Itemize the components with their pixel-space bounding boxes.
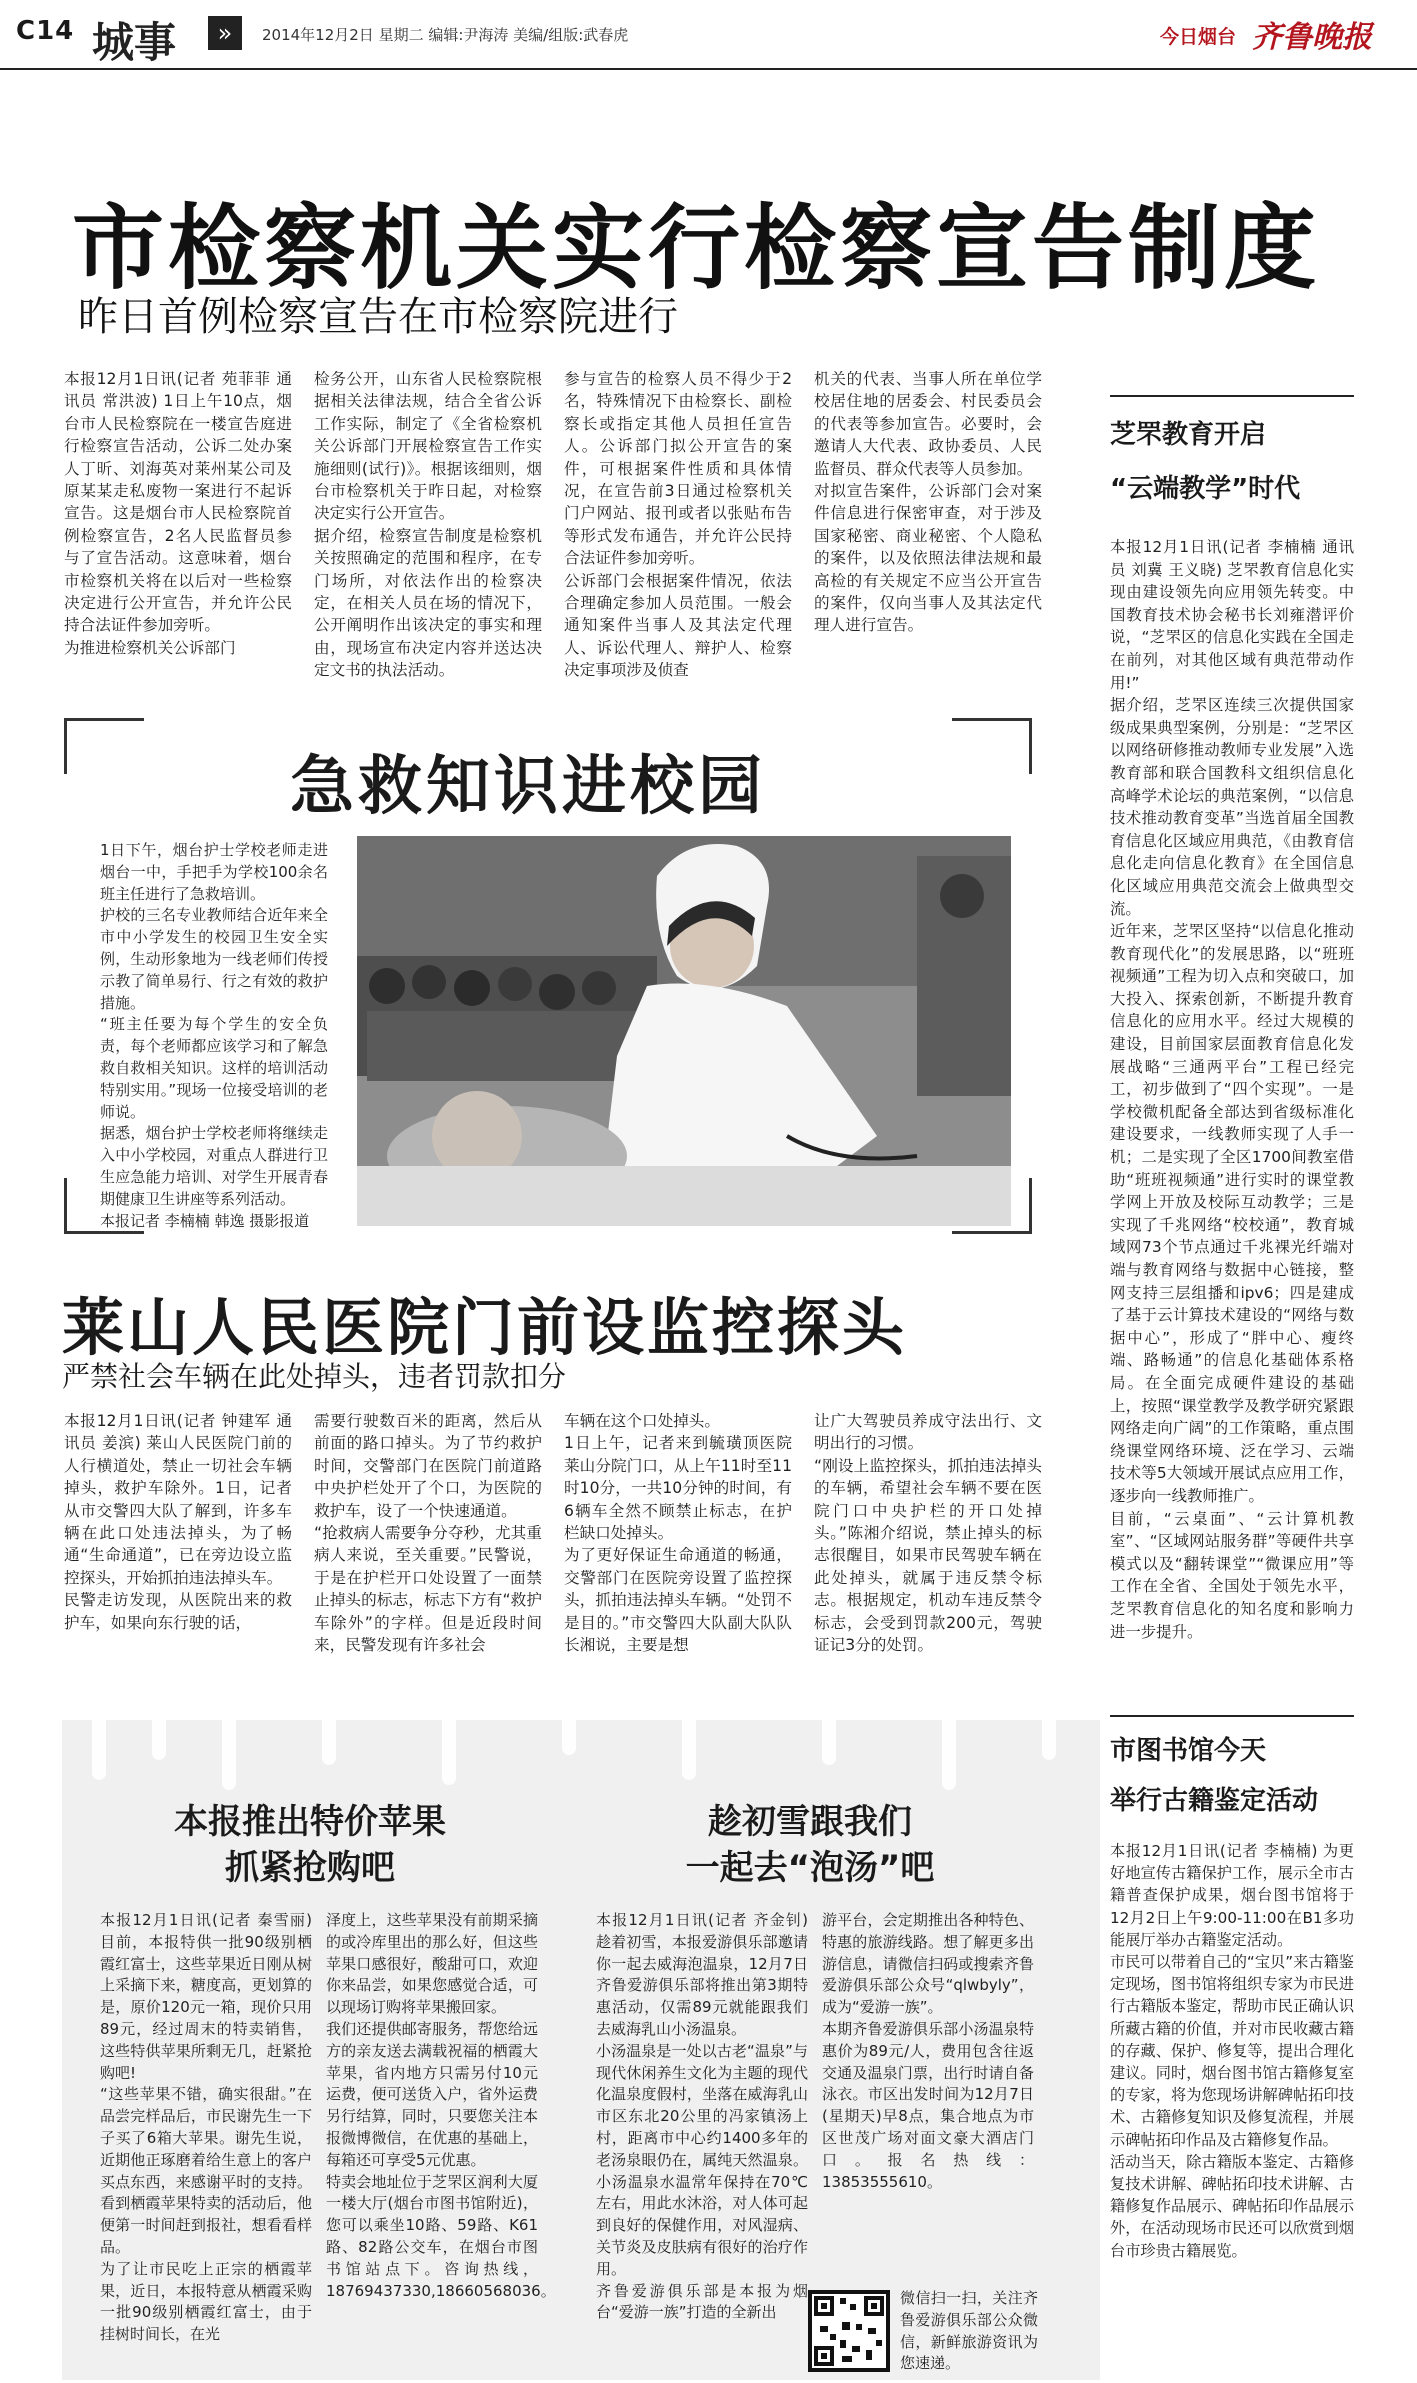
lead-headline: 市检察机关实行检察宣告制度: [72, 195, 1321, 302]
first-aid-body: 1日下午，烟台护士学校老师走进烟台一中，手把手为学校100余名班主任进行了急救培训。 护校的三名专业教师结合近年来全市中小学发生的校园卫生安全实例，生动形象地为一线老师们传授示教了简单易行、行之有效的救护措施。 “班主任要为每个学生的安全负责，每个老师都应该学习和了解急救自救相关知识。这样的培训活动特别实用。”现场一位接受培训的老师说。 据悉，烟台护士学校老师将继续走入中小学校园，对重点人群进行卫生应急能力培训、对学生开展青春期健康卫生讲座等系列活动。 本报记者 李楠楠 韩逸 摄影报道: [100, 841, 328, 1230]
icicle-decoration: [442, 1720, 456, 1785]
icicle-decoration: [222, 1720, 236, 1790]
qr-caption: 微信扫一扫，关注齐鲁爱游俱乐部公众微信，新鲜旅游资讯为您速递。: [900, 2289, 1038, 2373]
section-arrow-icon: »: [208, 16, 242, 50]
hospital-column-3: 车辆在这个口处掉头。 1日上午，记者来到毓璜顶医院莱山分院门口，从上午11时至11时10分，一共10分钟的时间，有6辆车全然不顾禁止标志，在护栏缺口处掉头。 为了更好保证生命通道的畅通，交警部门在医院旁设置了监控探头，抓拍违法掉头车辆。“处罚不是目的。”市交警四大队副大队队长湘说，主要是想: [564, 1412, 792, 1655]
icicle-decoration: [822, 1720, 836, 1765]
edu-top-rule: [1110, 395, 1354, 397]
library-headline-1: 市图书馆今天: [1110, 1736, 1267, 1766]
lead-column-2: 检务公开，山东省人民检察院根据相关法律法规，结合全省公诉工作实际，制定了《全省检察机关公诉部门开展检察宣告工作实施细则(试行)》。根据该细则，烟台市检察机关于昨日起，对检察决定实行公开宣告。 据介绍，检察宣告制度是检察机关按照确定的范围和程序，在专门场所，对依法作出的检察决定，在相关人员在场的情况下，公开阐明作出该决定的事实和理由，现场宣布决定内容并送达决定文书的执法活动。: [314, 370, 542, 680]
hotspring-headline-2: 一起去“泡汤”吧: [685, 1848, 935, 1888]
issue-meta: 2014年12月2日 星期二 编辑:尹海涛 美编/组版:武春虎: [262, 26, 629, 44]
lead-column-1: 本报12月1日讯(记者 苑菲菲 通讯员 常洪波) 1日上午10点，烟台市人民检察院在一楼宣告庭进行检察宣告活动，公诉二处办案人丁昕、刘海英对莱州某公司及原某某走私废物一案进行不起诉宣告。这是烟台市人民检察院首例检察宣告，2名人民监督员参与了宣告活动。这意味着，烟台市检察机关将在以后对一些检察决定进行公开宣告，并允许公民持合法证件参加旁听。 为推进检察机关公诉部门: [64, 370, 292, 657]
hospital-column-2: 需要行驶数百米的距离，然后从前面的路口掉头。为了节约救护时间，交警部门在医院门前道路中央护栏处开了个口，为医院的救护车，设了一个快速通道。 “抢救病人需要争分夺秒，尤其重病人来说，至关重要。”民警说，于是在护栏开口处设置了一面禁止掉头的标志，标志下方有“救护车除外”的字样。但是近段时间来，民警发现有许多社会: [314, 1412, 542, 1655]
hospital-column-1: 本报12月1日讯(记者 钟建军 通讯员 姜滨) 莱山人民医院门前的人行横道处，禁止一切社会车辆掉头，救护车除外。1日，记者从市交警四大队了解到，许多车辆在此口处违法掉头，为了畅通“生命通道”，已在旁边设立监控探头，开始抓拍违法掉头车。 民警走访发现，从医院出来的救护车，如果向东行驶的话，: [64, 1412, 292, 1632]
icicle-decoration: [92, 1720, 106, 1780]
frame-corner-top-right: [952, 718, 1032, 774]
icicle-decoration: [942, 1720, 956, 1790]
section-name: 城事: [92, 18, 177, 67]
library-headline-2: 举行古籍鉴定活动: [1110, 1786, 1319, 1816]
lead-column-4: 机关的代表、当事人所在单位学校居住地的居委会、村民委员会的代表等参加宣告。必要时，会邀请人大代表、政协委员、人民监督员、群众代表等人员参加。 对拟宣告案件，公诉部门会对案件信息进行保密审查，对于涉及国家秘密、商业秘密、个人隐私的案件，以及依照法律法规和最高检的有关规定不应当公开宣告的案件，仅向当事人及其法定代理人进行宣告。: [814, 370, 1042, 635]
library-top-rule: [1110, 1715, 1354, 1717]
newspaper-logo: 齐鲁晚报: [1252, 20, 1372, 55]
lead-column-3: 参与宣告的检察人员不得少于2名，特殊情况下由检察长、副检察长或指定其他人员担任宣告人。公诉部门拟公开宣告的案件，可根据案件性质和具体情况，在宣告前3日通过检察机关门户网站、报刊或者以张贴布告等形式发布通告，并允许公民持合法证件参加旁听。 公诉部门会根据案件情况，依法合理确定参加人员范围。一般会通知案件当事人及其法定代理人、诉讼代理人、辩护人、检察决定事项涉及侦查: [564, 370, 792, 680]
header-rule: [0, 68, 1417, 70]
nurse-demonstration-image: [357, 836, 1011, 1226]
page-number: C14: [16, 16, 75, 46]
apple-column-2: 泽度上，这些苹果没有前期采摘的或冷库里出的那么好，但这些苹果口感很好，酸甜可口，欢迎你来品尝，如果您感觉合适，可以现场订购将苹果搬回家。 我们还提供邮寄服务，帮您给远方的亲友送去满载祝福的栖霞大苹果，省内地方只需另付10元运费，便可送货入户，省外运费另行结算，同时，只要您关注本报微博微信，在优惠的基础上，每箱还可享受5元优惠。 特卖会地址位于芝罘区润利大厦一楼大厅(烟台市图书馆附近)，您可以乘坐10路、59路、K61路、82路公交车，在烟台市图书馆站点下。咨询热线，18769437330,18660568036。: [326, 1911, 556, 2300]
edu-body: 本报12月1日讯(记者 李楠楠 通讯员 刘冀 王义晓) 芝罘教育信息化实现由建设领先向应用领先转变。中国教育技术协会秘书长刘雍潜评价说，“芝罘区的信息化实践在全国走在前列，对其他区域有典范带动作用!” 据介绍，芝罘区连续三次提供国家级成果典型案例，分别是：“芝罘区以网络研修推动教师专业发展”入选教育部和联合国教科文组织信息化高峰学术论坛的典范案例，“以信息技术推动教育变革”当选首届全国教育信息化区域应用典范，《由教育信息化走向信息化教育》在全国信息化区域应用典范交流会上做典型交流。 近年来，芝罘区坚持“以信息化推动教育现代化”的发展思路，以“班班视频通”工程为切入点和突破口，加大投入、探索创新，不断提升教育信息化的应用水平。经过大规模的建设，目前国家层面教育信息化发展战略“三通两平台”工程已经完工，初步做到了“四个实现”。一是学校微机配备全部达到省级标准化建设要求，一线教师实现了人手一机；二是实现了全区1700间教室借助“班班视频通”进行实时的课堂教学网上开放及校际互动教学；三是实现了千兆网络“校校通”，教育城域网73个节点通过千兆裸光纤端对端与教育网络与数据中心链接，整网支持三层组播和ipv6；四是建成了基于云计算技术建设的“网络与数据中心”，形成了“胖中心、瘦终端、路畅通”的信息化基础体系格局。在全面完成硬件建设的基础上，按照“课堂教学及教学研究紧跟网络走向广阔”的工作策略，重点围绕课堂网络环境、泛在学习、云端技术等5大领域开展试点应用工作，逐步向一线教师推广。 目前，“云桌面”、“云计算机教室”、“区域网站服务群”等硬件共享模式以及“翻转课堂”“微课应用”等工作在全省、全国处于领先水平，芝罘教育信息化的知名度和影响力进一步提升。: [1110, 538, 1354, 1641]
hotspring-column-1: 本报12月1日讯(记者 齐金钊) 趁着初雪，本报爱游俱乐部邀请你一起去威海泡温泉，12月7日齐鲁爱游俱乐部将推出第3期特惠活动，仅需89元就能跟我们去威海乳山小汤温泉。 小汤温泉是一处以古老“温泉”与现代休闲养生文化为主题的现代化温泉度假村，坐落在威海乳山市区东北20公里的冯家镇汤上村，距离市中心约1400多年的老汤泉眼仍在，属纯天然温泉。小汤温泉水温常年保持在70℃左右，用此水沐浴，对人体可起到良好的保健作用，对风湿病、关节炎及皮肤病有很好的治疗作用。 齐鲁爱游俱乐部是本报为烟台“爱游一族”打造的全新出: [596, 1911, 808, 2322]
hospital-subheadline: 严禁社会车辆在此处掉头，违者罚款扣分: [62, 1360, 567, 1393]
icicle-decoration: [562, 1720, 576, 1755]
hospital-headline: 莱山人民医院门前设监控探头: [62, 1291, 908, 1364]
edition-label: 今日烟台: [1160, 26, 1237, 48]
hospital-column-4: 让广大驾驶员养成守法出行、文明出行的习惯。 “刚设上监控探头，抓拍违法掉头的车辆，希望社会车辆不要在医院门口中央护栏的开口处掉头。”陈湘介绍说，禁止掉头的标志很醒目，如果市民驾驶车辆在此处掉头，就属于违反禁令标志。根据规定，机动车违反禁令标志，会受到罚款200元，驾驶证记3分的处罚。: [814, 1412, 1042, 1655]
hotspring-column-2: 游平台，会定期推出各种特色、特惠的旅游线路。想了解更多出游信息，请微信扫码或搜索齐鲁爱游俱乐部公众号“qlwbyly”，成为“爱游一族”。 本期齐鲁爱游俱乐部小汤温泉特惠价为89元/人，费用包含往返交通及温泉门票，出行时请自备泳衣。市区出发时间为12月7日(星期天)早8点，集合地点为市区世茂广场对面文豪大酒店门口。报名热线：13853555610。: [822, 1911, 1034, 2191]
apple-headline-2: 抓紧抢购吧: [225, 1848, 395, 1888]
first-aid-headline: 急救知识进校园: [290, 750, 766, 824]
icicle-decoration: [322, 1720, 336, 1765]
lead-subheadline: 昨日首例检察宣告在市检察院进行: [78, 294, 678, 340]
edu-headline-1: 芝罘教育开启: [1110, 420, 1267, 450]
qr-code-icon: [808, 2290, 890, 2372]
apple-column-1: 本报12月1日讯(记者 秦雪丽) 目前，本报特供一批90级别栖霞红富士，这些苹果近日刚从树上采摘下来，糖度高，更划算的是，原价120元一箱，现价只用89元，经过周末的特卖销售，这些特供苹果所剩无几，赶紧抢购吧! “这些苹果不错，确实很甜。”在品尝完样品后，市民谢先生一下子买了6箱大苹果。谢先生说，近期他正琢磨着给生意上的客户买点东西，来感谢平时的支持。看到栖霞苹果特卖的活动后，他便第一时间赶到报社，想看看样品。 为了让市民吃上正宗的栖霞苹果，近日，本报特意从栖霞采购一批90级别栖霞红富士，由于挂树时间长，在光: [100, 1911, 312, 2344]
apple-headline-1: 本报推出特价苹果: [174, 1802, 446, 1842]
icicle-decoration: [152, 1720, 166, 1760]
library-body: 本报12月1日讯(记者 李楠楠) 为更好地宣传古籍保护工作，展示全市古籍普查保护成果，烟台图书馆将于12月2日上午9:00-11:00在B1多功能展厅举办古籍鉴定活动。 市民可以带着自己的“宝贝”来古籍鉴定现场，图书馆将组织专家为市民进行古籍版本鉴定，帮助市民正确认识所藏古籍的价值，并对市民收藏古籍的存藏、保护、修复等，提出合理化建议。同时，烟台图书馆古籍修复室的专家，将为您现场讲解碑帖拓印技术、古籍修复知识及修复流程，并展示碑帖拓印作品及古籍修复作品。 活动当天，除古籍版本鉴定、古籍修复技术讲解、碑帖拓印技术讲解、古籍修复作品展示、碑帖拓印作品展示外，在活动现场市民还可以欣赏到烟台市珍贵古籍展览。: [1110, 1842, 1354, 2260]
edu-headline-2: “云端教学”时代: [1110, 474, 1301, 504]
hotspring-headline-1: 趁初雪跟我们: [708, 1802, 912, 1842]
first-aid-photo: [357, 836, 1011, 1226]
icicle-decoration: [1042, 1720, 1056, 1760]
frame-corner-top-left: [64, 718, 144, 774]
icicle-decoration: [682, 1720, 696, 1780]
